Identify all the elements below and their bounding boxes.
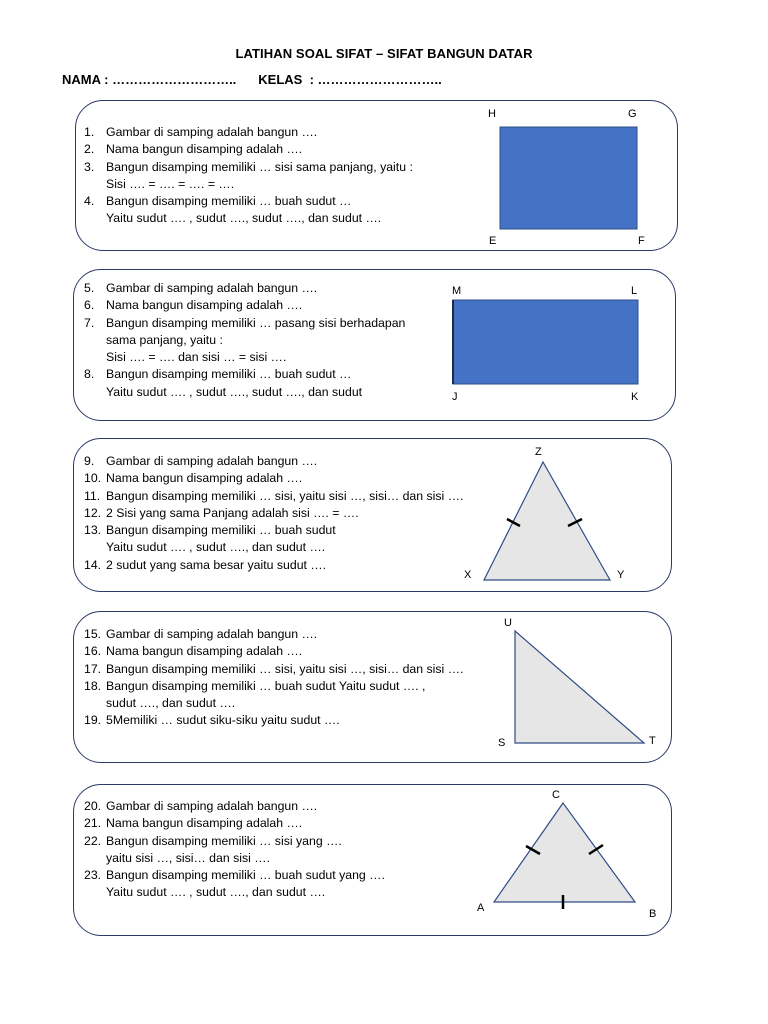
question-text-line: Gambar di samping adalah bangun …. <box>106 125 318 139</box>
question-item <box>84 366 405 401</box>
question-list-1 <box>84 124 413 228</box>
vertex-label-a: A <box>477 902 485 914</box>
question-item <box>84 141 413 158</box>
question-text-line: Bangun disamping memiliki … buah sudut yang …. <box>106 868 385 883</box>
question-text-line: Nama bangun disamping adalah …. <box>106 644 303 659</box>
vertex-label-l: L <box>631 285 638 297</box>
question-number: 10. <box>84 471 102 486</box>
question-item <box>84 159 413 194</box>
vertex-label-c: C <box>552 789 560 801</box>
question-item <box>84 124 413 141</box>
question-number: 12. <box>84 505 102 520</box>
question-text-line: Gambar di samping adalah bangun …. <box>106 627 318 641</box>
question-item <box>84 867 385 902</box>
question-number: 7. <box>84 315 95 330</box>
right-triangle-figure <box>490 612 670 752</box>
question-text-line: 2 Sisi yang sama Panjang adalah sisi …. = …. <box>106 505 359 520</box>
nama-field: NAMA : ……………………….. <box>62 72 237 87</box>
question-item <box>84 297 405 314</box>
question-text-line: Bangun disamping memiliki … buah sudut … <box>106 194 352 209</box>
question-text-line: 5Memiliki … sudut siku-siku yaitu sudut …. <box>106 713 340 728</box>
question-number: 2. <box>84 142 95 157</box>
question-number: 22. <box>84 833 102 848</box>
question-text-line: Sisi …. = …. dan sisi … = sisi …. <box>106 350 287 365</box>
question-item <box>84 470 463 487</box>
question-text-line: Bangun disamping memiliki … buah sudut <box>106 523 336 538</box>
question-text-line: Bangun disamping memiliki … buah sudut Yaitu sudut …. , <box>106 678 426 693</box>
vertex-label-u: U <box>504 617 512 629</box>
question-text-line: Gambar di samping adalah bangun …. <box>106 281 318 295</box>
question-text-line: Nama bangun disamping adalah …. <box>106 471 303 486</box>
question-list-4 <box>84 626 463 730</box>
question-number: 1. <box>84 125 95 139</box>
vertex-label-y: Y <box>617 569 625 581</box>
question-text-line: Yaitu sudut …. , sudut …., sudut …., dan sudut …. <box>106 211 382 226</box>
question-item <box>84 833 385 868</box>
student-id-line <box>62 72 442 87</box>
isosceles-triangle-shape <box>484 462 610 580</box>
question-text-line: Bangun disamping memiliki … sisi, yaitu sisi …, sisi… dan sisi …. <box>106 661 464 676</box>
vertex-label-x: X <box>464 569 472 581</box>
question-text-line: Bangun disamping memiliki … sisi yang …. <box>106 833 342 848</box>
question-item <box>84 505 463 522</box>
vertex-label-k: K <box>631 391 639 403</box>
question-number: 8. <box>84 367 95 382</box>
question-text-line: Yaitu sudut …. , sudut …., dan sudut …. <box>106 885 326 900</box>
question-number: 3. <box>84 159 95 174</box>
right-triangle-shape <box>515 631 644 743</box>
question-number: 14. <box>84 557 102 572</box>
rectangle-figure <box>446 280 656 405</box>
question-number: 20. <box>84 799 102 813</box>
vertex-label-s: S <box>498 737 506 749</box>
vertex-label-e: E <box>489 235 497 247</box>
question-number: 18. <box>84 678 102 693</box>
vertex-label-f: F <box>638 235 645 247</box>
question-text-line: Sisi …. = …. = …. = …. <box>106 176 235 191</box>
question-number: 19. <box>84 713 102 728</box>
question-item <box>84 557 463 574</box>
question-text-line: Nama bangun disamping adalah …. <box>106 816 303 831</box>
question-number: 11. <box>84 488 101 503</box>
question-text-line: Bangun disamping memiliki … sisi, yaitu sisi …, sisi… dan sisi …. <box>106 488 464 503</box>
question-text-line: Gambar di samping adalah bangun …. <box>106 454 318 468</box>
question-item <box>84 712 463 729</box>
question-number: 17. <box>84 661 102 676</box>
question-number: 13. <box>84 523 102 538</box>
vertex-label-h: H <box>488 108 496 120</box>
rectangle-shape <box>453 300 638 384</box>
vertex-label-t: T <box>649 735 656 747</box>
vertex-label-z: Z <box>535 446 542 458</box>
vertex-label-b: B <box>649 908 657 920</box>
square-figure <box>480 104 660 250</box>
question-list-5 <box>84 798 385 902</box>
kelas-field: KELAS : ……………………….. <box>258 72 442 87</box>
question-item <box>84 678 463 713</box>
question-text-line: sudut …., dan sudut …. <box>106 696 236 711</box>
question-text-line: Nama bangun disamping adalah …. <box>106 298 303 313</box>
square-shape <box>500 127 637 229</box>
vertex-label-j: J <box>452 391 458 403</box>
question-list-3 <box>84 453 463 574</box>
equilateral-triangle-figure <box>470 786 670 926</box>
vertex-label-m: M <box>452 285 462 297</box>
isosceles-triangle-figure <box>456 440 646 590</box>
question-text-line: 2 sudut yang sama besar yaitu sudut …. <box>106 557 327 572</box>
vertex-label-g: G <box>628 108 637 120</box>
question-item <box>84 488 463 505</box>
question-number: 23. <box>84 868 102 883</box>
question-text-line: sama panjang, yaitu : <box>106 332 223 347</box>
question-item <box>84 453 463 470</box>
question-number: 16. <box>84 644 102 659</box>
question-number: 9. <box>84 454 95 468</box>
question-text-line: Bangun disamping memiliki … pasang sisi berhadapan <box>106 315 406 330</box>
question-item <box>84 522 463 557</box>
question-item <box>84 193 413 228</box>
question-item <box>84 661 463 678</box>
question-number: 6. <box>84 298 95 313</box>
question-item <box>84 643 463 660</box>
question-text-line: Bangun disamping memiliki … sisi sama panjang, yaitu : <box>106 159 413 174</box>
question-text-line: Yaitu sudut …. , sudut …., dan sudut …. <box>106 540 326 555</box>
question-item <box>84 798 385 815</box>
equilateral-triangle-shape <box>494 803 635 902</box>
question-number: 21. <box>84 816 102 831</box>
question-item <box>84 626 463 643</box>
question-list-2 <box>84 280 405 401</box>
question-number: 15. <box>84 627 102 641</box>
question-item <box>84 280 405 297</box>
question-number: 4. <box>84 194 95 209</box>
question-item <box>84 315 405 367</box>
question-item <box>84 815 385 832</box>
question-text-line: Nama bangun disamping adalah …. <box>106 142 303 157</box>
question-text-line: Gambar di samping adalah bangun …. <box>106 799 318 813</box>
question-text-line: yaitu sisi …, sisi… dan sisi …. <box>106 850 270 865</box>
question-text-line: Bangun disamping memiliki … buah sudut … <box>106 367 352 382</box>
question-text-line: Yaitu sudut …. , sudut …., sudut …., dan sudut <box>106 384 363 399</box>
worksheet-title: LATIHAN SOAL SIFAT – SIFAT BANGUN DATAR <box>235 46 533 61</box>
question-number: 5. <box>84 281 95 295</box>
